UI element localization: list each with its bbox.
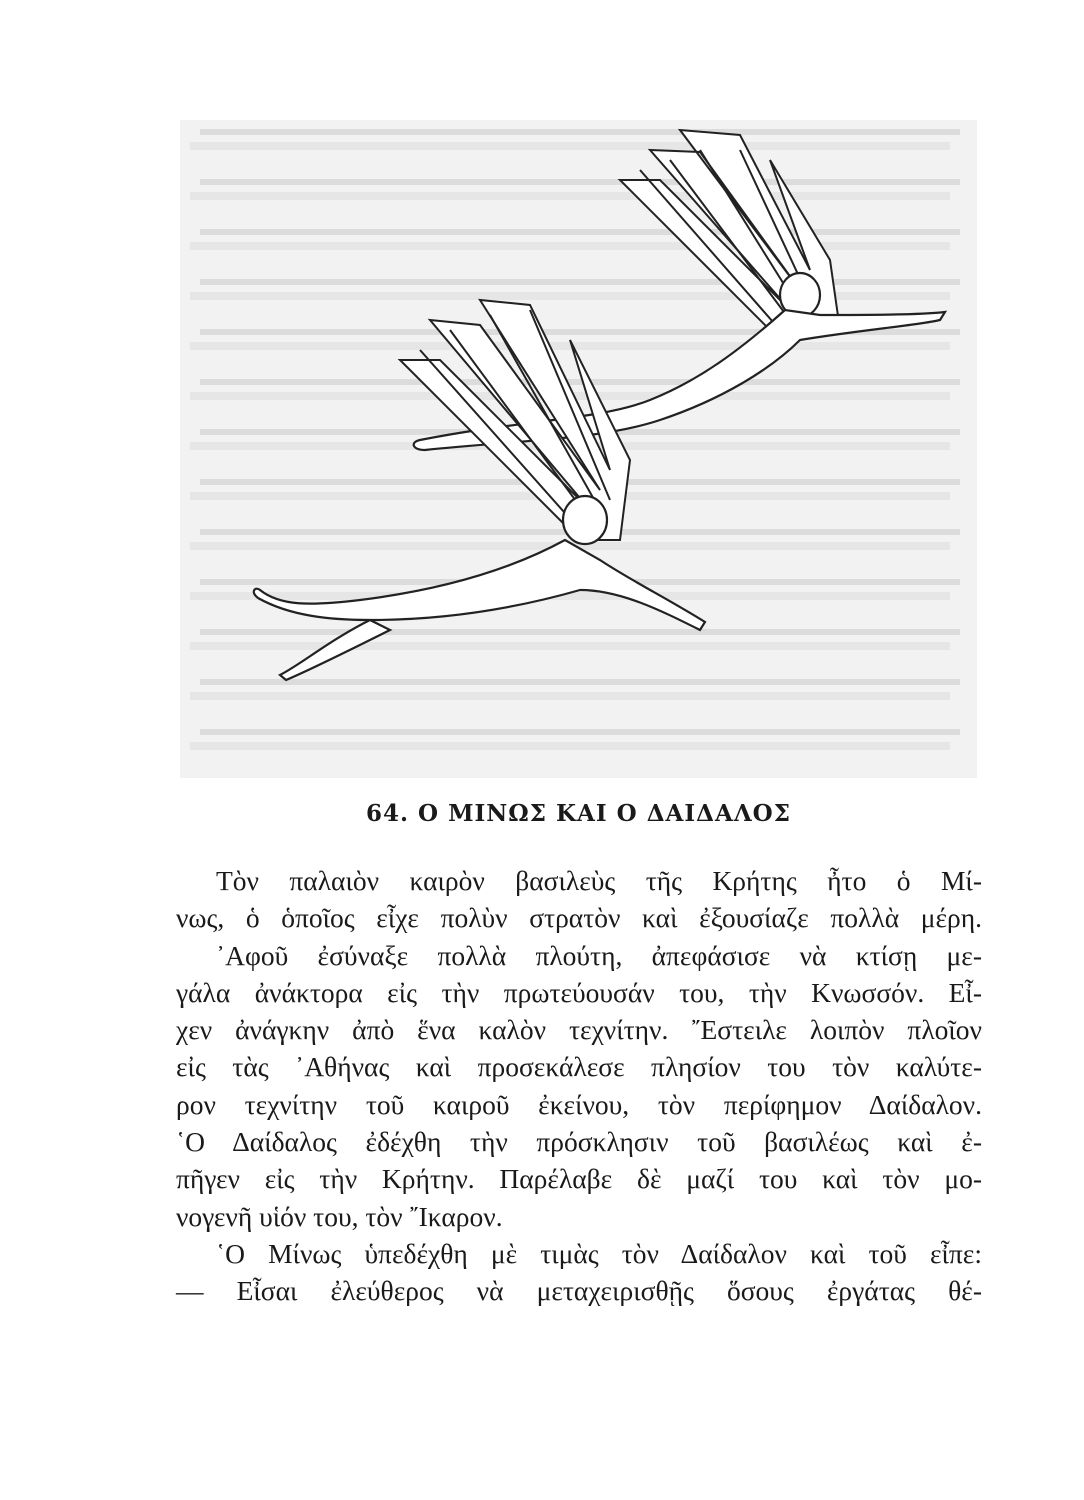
text-line: νογενῆ υἱόν του, τὸν ῎Ικαρον.: [176, 1200, 503, 1232]
text-line: ρον τεχνίτην τοῦ καιροῦ ἐκείνου, τὸν περίφημον Δαίδαλον.: [176, 1088, 982, 1120]
body-text: [176, 862, 982, 1310]
daedalus-icarus-flight-icon: [180, 120, 977, 778]
text-line: πῆγεν εἰς τὴν Κρήτην. Παρέλαβε δὲ μαζί του καὶ τὸν μο-: [176, 1163, 982, 1195]
text-line: ᾽Αφοῦ ἐσύναξε πολλὰ πλούτη, ἀπεφάσισε νὰ κτίσῃ με-: [216, 939, 982, 971]
text-line: Τὸν παλαιὸν καιρὸν βασιλεὺς τῆς Κρήτης ἦτο ὁ Μί-: [216, 865, 982, 896]
text-line: χεν ἀνάγκην ἀπὸ ἕνα καλὸν τεχνίτην. ῎Εστειλε λοιπὸν πλοῖον: [176, 1014, 982, 1046]
text-line: νως, ὁ ὁποῖος εἶχε πολὺν στρατὸν καὶ ἐξουσίαζε πολλὰ μέρη.: [176, 902, 982, 934]
illustration-daedalus-icarus: [180, 120, 977, 778]
text-line: — Εἶσαι ἐλεύθερος νὰ μεταχειρισθῇς ὅσους ἐργάτας θέ-: [176, 1275, 982, 1307]
chapter-title: 64. Ο ΜΙΝΩΣ ΚΑΙ Ο ΔΑΙΔΑΛΟΣ: [366, 800, 791, 827]
text-line: ῾Ο Μίνως ὑπεδέχθη μὲ τιμὰς τὸν Δαίδαλον καὶ τοῦ εἶπε:: [216, 1237, 982, 1269]
text-line: εἰς τὰς ᾽Αθήνας καὶ προσεκάλεσε πλησίον του τὸν καλύτε-: [176, 1051, 982, 1083]
text-line: γάλα ἀνάκτορα εἰς τὴν πρωτεύουσάν του, τὴν Κνωσσόν. Εἶ-: [176, 976, 982, 1008]
text-line: ῾Ο Δαίδαλος ἐδέχθη τὴν πρόσκλησιν τοῦ βασιλέως καὶ ἐ-: [176, 1126, 982, 1158]
